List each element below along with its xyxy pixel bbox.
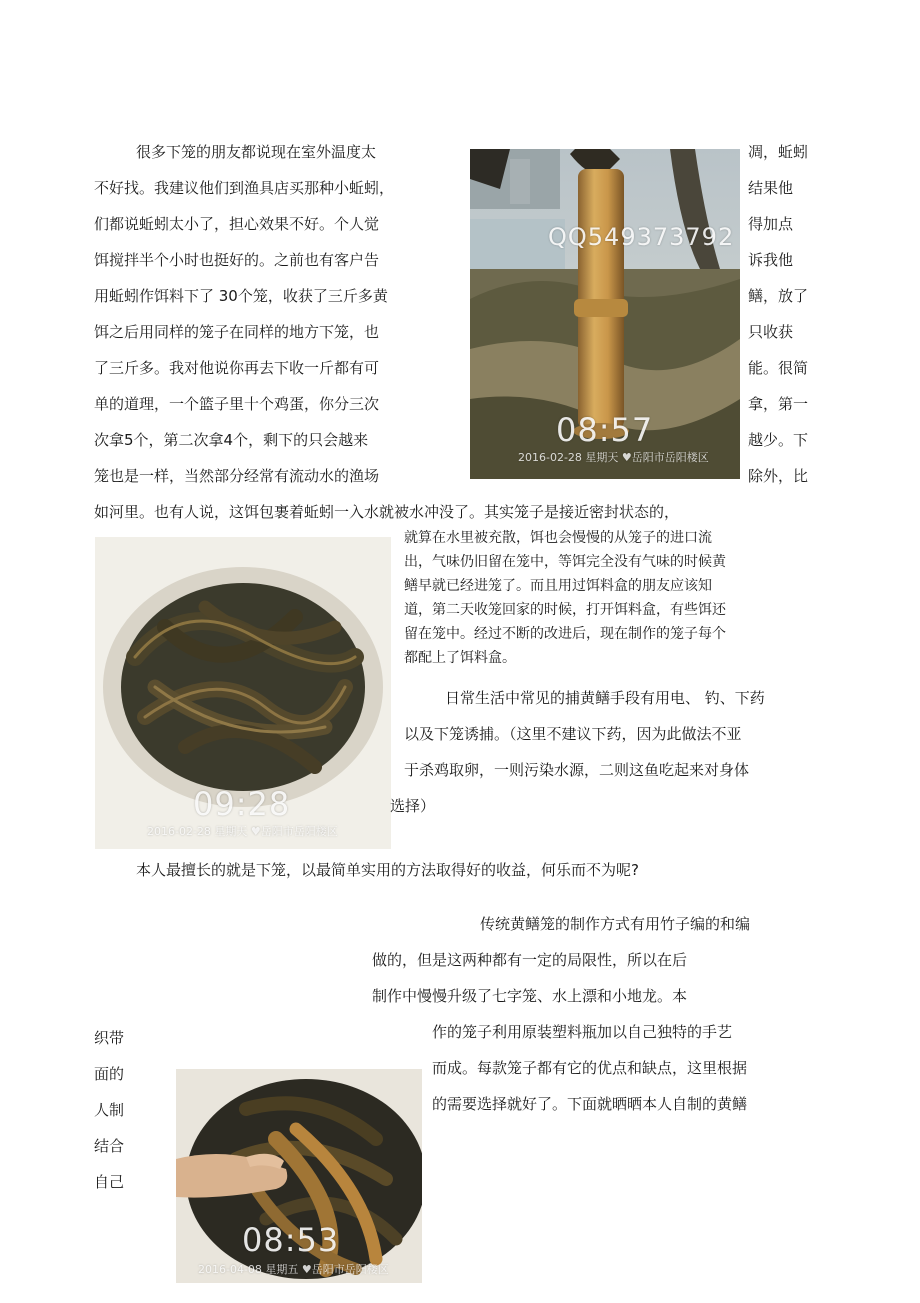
photo-trap-tube [470, 149, 740, 479]
photo-date: 2016-02-28 星期天 ♥岳阳市岳阳楼区 [147, 825, 338, 838]
text-line: 凋，蚯蚓 [748, 143, 809, 161]
text-line: 出，气味仍旧留在笼中，等饵完全没有气味的时候黄 [404, 554, 726, 570]
text-line: 不好找。我建议他们到渔具店买那种小蚯蚓， [94, 179, 395, 197]
text-line: 如河里。也有人说，这饵包裹着蚯蚓一入水就被水冲没了。其实笼子是接近密封状态的， [94, 503, 680, 521]
text-line: 本人最擅长的就是下笼，以最简单实用的方法取得好的收益，何乐而不为呢? [136, 861, 639, 879]
text-line: 笼也是一样，当然部分经常有流动水的渔场 [94, 467, 380, 485]
photo-hand-eels [176, 1069, 422, 1283]
text-line: 拿，第一 [748, 395, 809, 413]
photo-time: 08:53 [242, 1221, 340, 1259]
text-line: 日常生活中常见的捕黄鳝手段有用电、 钓、下药 [445, 689, 765, 707]
text-line: 于杀鸡取卵，一则污染水源，二则这鱼吃起来对身体 [404, 761, 750, 779]
photo-time: 09:28 [193, 785, 291, 823]
text-line: 织带 [94, 1029, 125, 1047]
text-line: 道，第二天收笼回家的时候，打开饵料盒，有些饵还 [404, 602, 726, 618]
text-line: 了三斤多。我对他说你再去下收一斤都有可 [94, 359, 380, 377]
text-line: 以及下笼诱捕。（这里不建议下药，因为此做法不亚 [404, 725, 742, 743]
text-line: 就算在水里被充散，饵也会慢慢的从笼子的进口流 [404, 530, 712, 546]
text-line: 能。很简 [748, 359, 809, 377]
photo-date: 2016-04-08 星期五 ♥岳阳市岳阳楼区 [198, 1263, 389, 1276]
text-line: 得加点 [748, 215, 794, 233]
text-line: 单的道理，一个篮子里十个鸡蛋，你分三次 [94, 395, 380, 413]
text-line: 留在笼中。经过不断的改进后，现在制作的笼子每个 [404, 626, 726, 642]
text-line: 自己 [94, 1173, 125, 1191]
text-line: 都配上了饵料盒。 [404, 650, 516, 666]
photo-date: 2016-02-28 星期天 ♥岳阳市岳阳楼区 [518, 451, 709, 464]
text-line: 结合 [94, 1137, 125, 1155]
text-line: 的需要选择就好了。下面就晒晒本人自制的黄鳝 [432, 1095, 748, 1113]
text-line: 次拿5个，第二次拿4个，剩下的只会越来 [94, 431, 369, 449]
text-line: 选择） [390, 797, 436, 815]
text-line: 做的，但是这两种都有一定的局限性，所以在后 [372, 951, 688, 969]
text-line: 诉我他 [748, 251, 794, 269]
text-line: 制作中慢慢升级了七字笼、水上漂和小地龙。本 [372, 987, 688, 1005]
text-line: 鳝早就已经进笼了。而且用过饵料盒的朋友应该知 [404, 578, 712, 594]
text-line: 传统黄鳝笼的制作方式有用竹子编的和编 [480, 915, 751, 933]
text-line: 人制 [94, 1101, 125, 1119]
text-line: 作的笼子利用原装塑料瓶加以自己独特的手艺 [432, 1023, 733, 1041]
text-line: 面的 [94, 1065, 125, 1083]
text-line: 饵之后用同样的笼子在同样的地方下笼，也 [94, 323, 380, 341]
text-line: 很多下笼的朋友都说现在室外温度太 [136, 143, 377, 161]
text-line: 们都说蚯蚓太小了，担心效果不好。个人觉 [94, 215, 380, 233]
text-line: 而成。每款笼子都有它的优点和缺点，这里根据 [432, 1059, 748, 1077]
text-line: 越少。下 [748, 431, 809, 449]
text-line: 只收获 [748, 323, 794, 341]
text-line: 用蚯蚓作饵料下了 30个笼，收获了三斤多黄 [94, 287, 388, 305]
watermark-qq: QQ549373792 [548, 223, 735, 251]
text-line: 除外，比 [748, 467, 809, 485]
text-line: 结果他 [748, 179, 794, 197]
text-line: 饵搅拌半个小时也挺好的。之前也有客户告 [94, 251, 380, 269]
photo-time: 08:57 [556, 411, 654, 449]
photo-eel-bucket [95, 537, 391, 849]
text-line: 鳝，放了 [748, 287, 809, 305]
